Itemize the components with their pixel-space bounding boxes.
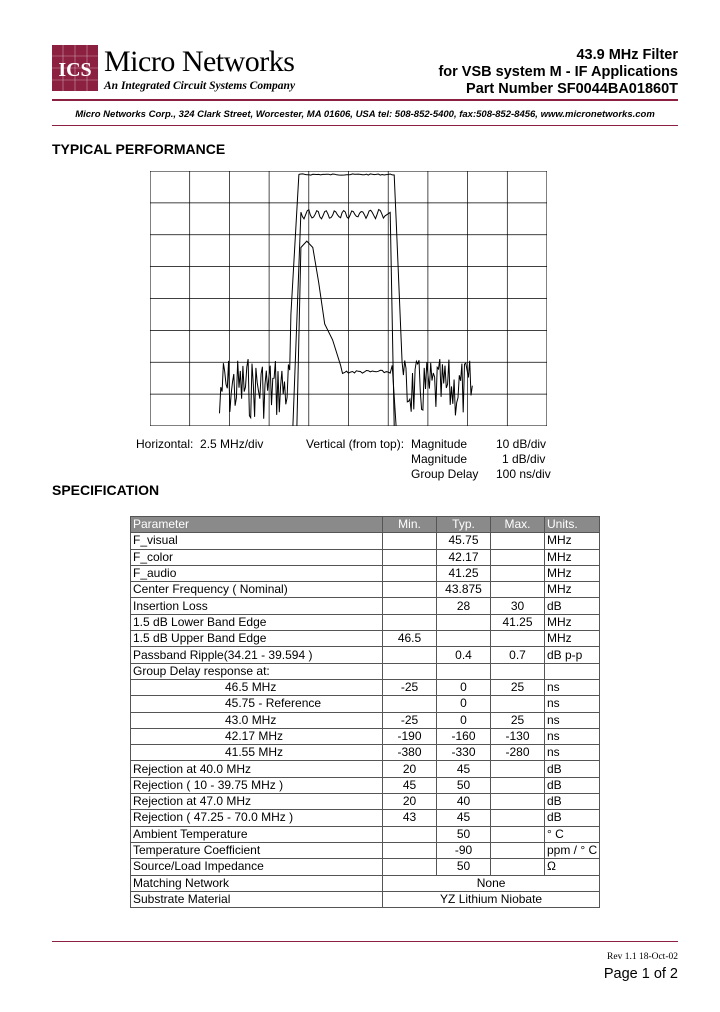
typ-cell: -90	[437, 842, 491, 858]
max-cell: -130	[491, 728, 545, 744]
brand-tagline: An Integrated Circuit Systems Company	[104, 80, 296, 92]
max-cell	[491, 810, 545, 826]
unit-cell: MHz	[545, 631, 600, 647]
max-cell	[491, 842, 545, 858]
min-cell	[383, 647, 437, 663]
table-row	[131, 679, 600, 695]
param-cell: Passband Ripple(34.21 - 39.594 )	[131, 647, 383, 663]
typ-cell: 0	[437, 679, 491, 695]
unit-cell: ns	[545, 712, 600, 728]
table-header-row	[131, 517, 600, 533]
unit-cell: ns	[545, 728, 600, 744]
min-cell	[383, 663, 437, 679]
max-cell	[491, 761, 545, 777]
min-cell: 45	[383, 777, 437, 793]
page-number: Page 1 of 2	[603, 966, 678, 982]
max-cell	[491, 663, 545, 679]
param-cell: Group Delay response at:	[131, 663, 383, 679]
min-cell	[383, 859, 437, 875]
table-row	[131, 826, 600, 842]
max-cell	[491, 565, 545, 581]
typ-cell: 45	[437, 761, 491, 777]
param-cell: F_audio	[131, 565, 383, 581]
legend-trace-1-scale: 10 dB/div	[496, 437, 547, 451]
table-row	[131, 745, 600, 761]
table-row	[131, 533, 600, 549]
min-cell: -25	[383, 679, 437, 695]
param-cell: Rejection at 47.0 MHz	[131, 794, 383, 810]
min-cell	[383, 614, 437, 630]
product-heading	[438, 47, 678, 98]
max-cell: 0.7	[491, 647, 545, 663]
logo-letters: ICS	[58, 59, 92, 81]
typ-cell: 40	[437, 794, 491, 810]
column-header: Typ.	[437, 517, 491, 533]
typ-cell	[437, 614, 491, 630]
max-cell	[491, 696, 545, 712]
unit-cell: dB p-p	[545, 647, 600, 663]
unit-cell: dB	[545, 810, 600, 826]
min-cell	[383, 598, 437, 614]
legend-vertical-label: Vertical (from top):	[306, 437, 405, 451]
unit-cell: dB	[545, 794, 600, 810]
unit-cell: ns	[545, 696, 600, 712]
legend-horizontal-label: Horizontal:	[136, 437, 194, 451]
performance-chart	[150, 171, 547, 426]
column-header: Parameter	[131, 517, 383, 533]
table-row	[131, 549, 600, 565]
param-cell: Rejection at 40.0 MHz	[131, 761, 383, 777]
param-cell: 1.5 dB Upper Band Edge	[131, 631, 383, 647]
typ-cell: 50	[437, 777, 491, 793]
table-row	[131, 582, 600, 598]
typ-cell: 50	[437, 826, 491, 842]
table-row	[131, 777, 600, 793]
unit-cell	[545, 663, 600, 679]
brand-name: Micro Networks	[104, 45, 295, 78]
max-cell: 25	[491, 679, 545, 695]
logo-graphic	[52, 45, 98, 91]
unit-cell: MHz	[545, 614, 600, 630]
max-cell	[491, 549, 545, 565]
table-row	[131, 859, 600, 875]
table-row	[131, 875, 600, 891]
unit-cell: MHz	[545, 582, 600, 598]
legend-trace-2-name: Magnitude	[411, 452, 468, 466]
min-cell: 20	[383, 761, 437, 777]
unit-cell: dB	[545, 598, 600, 614]
typ-cell: 0.4	[437, 647, 491, 663]
max-cell	[491, 582, 545, 598]
column-header: Max.	[491, 517, 545, 533]
max-cell	[491, 826, 545, 842]
max-cell: 25	[491, 712, 545, 728]
param-cell: Substrate Material	[131, 891, 383, 907]
max-cell: 41.25	[491, 614, 545, 630]
unit-cell: MHz	[545, 549, 600, 565]
revision-label: Rev 1.1 18-Oct-02	[607, 952, 678, 962]
unit-cell: ° C	[545, 826, 600, 842]
min-cell: 43	[383, 810, 437, 826]
typ-cell: 43.875	[437, 582, 491, 598]
param-cell: Rejection ( 47.25 - 70.0 MHz )	[131, 810, 383, 826]
min-cell: 46.5	[383, 631, 437, 647]
table-row	[131, 842, 600, 858]
company-logo	[52, 45, 98, 91]
table-row	[131, 810, 600, 826]
table-row	[131, 696, 600, 712]
param-cell: 42.17 MHz	[131, 728, 383, 744]
unit-cell: dB	[545, 761, 600, 777]
table-row	[131, 565, 600, 581]
param-cell: 43.0 MHz	[131, 712, 383, 728]
typ-cell: 50	[437, 859, 491, 875]
param-cell: F_visual	[131, 533, 383, 549]
table-row	[131, 761, 600, 777]
min-cell: -190	[383, 728, 437, 744]
typ-cell: 45	[437, 810, 491, 826]
max-cell: 30	[491, 598, 545, 614]
min-cell	[383, 582, 437, 598]
column-header: Units.	[545, 517, 600, 533]
address-rule	[52, 125, 678, 126]
param-cell: Matching Network	[131, 875, 383, 891]
min-cell: 20	[383, 794, 437, 810]
product-line-1: 43.9 MHz Filter	[576, 47, 678, 63]
unit-cell: ppm / ° C	[545, 842, 600, 858]
legend-trace-3-name: Group Delay	[411, 467, 479, 481]
max-cell	[491, 859, 545, 875]
typ-cell: 41.25	[437, 565, 491, 581]
min-cell: -380	[383, 745, 437, 761]
table-row	[131, 891, 600, 907]
min-cell	[383, 826, 437, 842]
part-number: Part Number SF0044BA01860T	[466, 81, 678, 97]
max-cell	[491, 794, 545, 810]
param-cell: Temperature Coefficient	[131, 842, 383, 858]
param-cell: 46.5 MHz	[131, 679, 383, 695]
typ-cell: 45.75	[437, 533, 491, 549]
section-title-performance: TYPICAL PERFORMANCE	[52, 141, 226, 157]
value-cell: YZ Lithium Niobate	[383, 891, 600, 907]
typ-cell: 0	[437, 712, 491, 728]
typ-cell: 28	[437, 598, 491, 614]
param-cell: Insertion Loss	[131, 598, 383, 614]
typ-cell: -160	[437, 728, 491, 744]
section-title-specification: SPECIFICATION	[52, 482, 160, 498]
param-cell: F_color	[131, 549, 383, 565]
param-cell: Rejection ( 10 - 39.75 MHz )	[131, 777, 383, 793]
table-row	[131, 728, 600, 744]
table-row	[131, 631, 600, 647]
min-cell: -25	[383, 712, 437, 728]
param-cell: Center Frequency ( Nominal)	[131, 582, 383, 598]
typ-cell	[437, 663, 491, 679]
param-cell: 41.55 MHz	[131, 745, 383, 761]
legend-trace-2-scale: 1 dB/div	[502, 452, 546, 466]
specification-table	[130, 516, 600, 908]
table-row	[131, 712, 600, 728]
min-cell	[383, 565, 437, 581]
unit-cell: ns	[545, 745, 600, 761]
max-cell	[491, 533, 545, 549]
typ-cell: 0	[437, 696, 491, 712]
min-cell	[383, 696, 437, 712]
legend-horizontal-value: 2.5 MHz/div	[200, 437, 264, 451]
max-cell	[491, 631, 545, 647]
typ-cell	[437, 631, 491, 647]
table-row	[131, 614, 600, 630]
param-cell: 1.5 dB Lower Band Edge	[131, 614, 383, 630]
table-row	[131, 794, 600, 810]
header-rule	[52, 99, 678, 101]
legend-trace-1-name: Magnitude	[411, 437, 468, 451]
column-header: Min.	[383, 517, 437, 533]
min-cell	[383, 842, 437, 858]
footer-rule	[52, 941, 678, 942]
max-cell	[491, 777, 545, 793]
table-row	[131, 663, 600, 679]
unit-cell: ns	[545, 679, 600, 695]
unit-cell: Ω	[545, 859, 600, 875]
company-address: Micro Networks Corp., 324 Clark Street, Worcester, MA 01606, USA tel: 508-852-5400, fax:508-852-8456, www.micronetworks.com	[75, 109, 655, 120]
typ-cell: 42.17	[437, 549, 491, 565]
table-row	[131, 647, 600, 663]
unit-cell: MHz	[545, 565, 600, 581]
typ-cell: -330	[437, 745, 491, 761]
product-line-2: for VSB system M - IF Applications	[438, 64, 678, 80]
unit-cell: dB	[545, 777, 600, 793]
min-cell	[383, 549, 437, 565]
min-cell	[383, 533, 437, 549]
unit-cell: MHz	[545, 533, 600, 549]
param-cell: Ambient Temperature	[131, 826, 383, 842]
value-cell: None	[383, 875, 600, 891]
max-cell: -280	[491, 745, 545, 761]
param-cell: 45.75 - Reference	[131, 696, 383, 712]
param-cell: Source/Load Impedance	[131, 859, 383, 875]
legend-horizontal	[136, 437, 263, 452]
legend-trace-3-scale: 100 ns/div	[496, 467, 551, 481]
table-row	[131, 598, 600, 614]
